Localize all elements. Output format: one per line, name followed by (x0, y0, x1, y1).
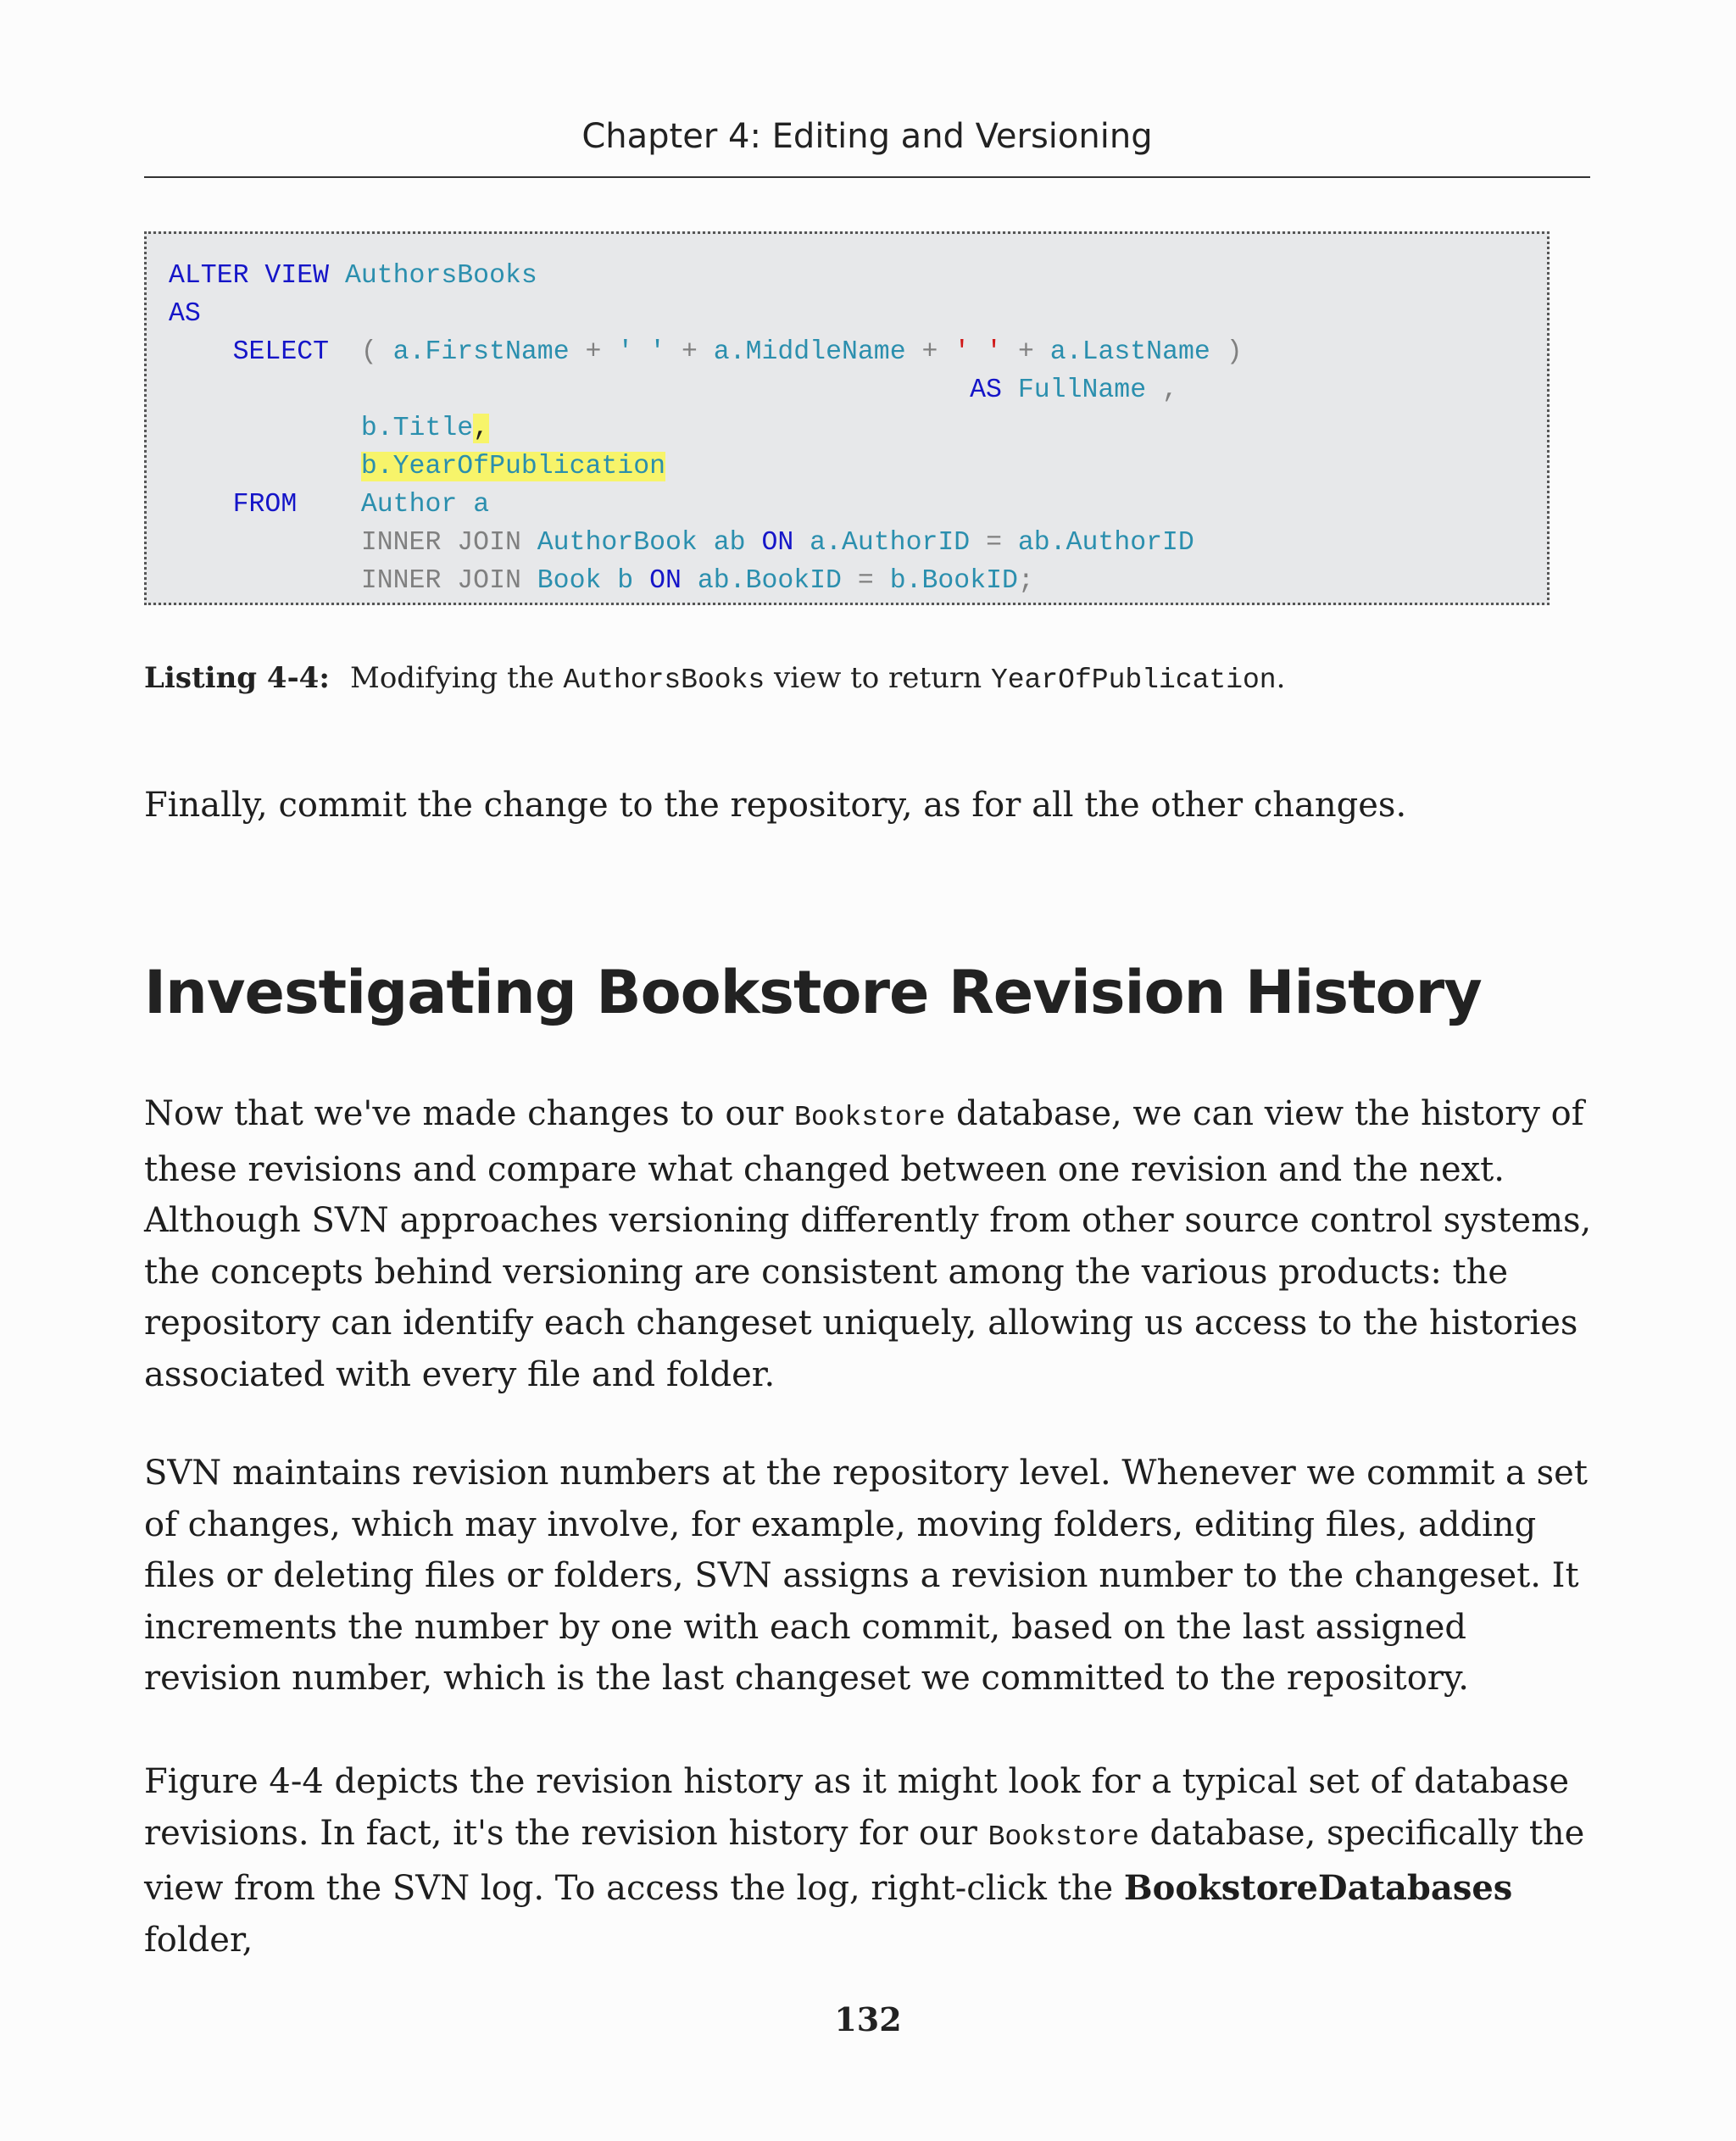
code-token: INNER JOIN (360, 528, 521, 558)
para3-text-before: Figure 4-4 depicts the revision history as it might look for a typical set of database revisions. In fact, it's the revision history for our (144, 1762, 1570, 1853)
code-token (169, 414, 361, 443)
code-line (169, 487, 489, 524)
code-token (169, 375, 970, 405)
code-line (169, 258, 537, 295)
caption-text-after: . (1276, 661, 1286, 695)
code-token (746, 528, 762, 558)
code-token: ON (761, 528, 794, 558)
section-heading: Investigating Bookstore Revision History (144, 958, 1482, 1027)
caption-text-before: Modifying the (350, 661, 564, 695)
caption-label: Listing 4-4: (144, 661, 330, 695)
code-token: SELECT (232, 337, 330, 367)
code-line (169, 372, 1178, 409)
code-token: INNER JOIN (360, 566, 521, 596)
code-token: ) (1210, 337, 1243, 367)
para1-code-bookstore: Bookstore (794, 1102, 946, 1133)
code-line (169, 563, 1034, 600)
code-token (297, 490, 361, 520)
code-token (169, 528, 361, 558)
code-line (169, 525, 1194, 562)
code-token: b.BookID (889, 566, 1018, 596)
caption-text-middle: view to return (765, 661, 991, 695)
code-token (1002, 375, 1018, 405)
code-token: , (473, 414, 490, 443)
code-token: + (905, 337, 954, 367)
code-token: + (1002, 337, 1050, 367)
code-token: ALTER VIEW (169, 261, 330, 291)
paragraph-revision-numbers: SVN maintains revision numbers at the repository level. Whenever we commit a set of changes, which may involve, for example, moving folders, editing files, adding files or deleting files or folders, SVN assigns a revision number to the changeset. It increments the number by one with each commit, based on the last assigned revision number, which is the last changeset we committed to the repository. (144, 1454, 1588, 1698)
code-line (169, 410, 489, 448)
code-token: ' ' (617, 337, 666, 367)
para3-text-middle: database, specifically the view from the SVN log. To access the log, right-click the (144, 1813, 1585, 1908)
header-rule (144, 176, 1590, 178)
code-token: AS (169, 299, 201, 329)
code-line (169, 334, 1243, 371)
code-token (633, 566, 649, 596)
paragraph-figure-reference (144, 1756, 1602, 1966)
code-token: FROM (232, 490, 298, 520)
commit-paragraph: Finally, commit the change to the repository, as for all the other changes. (144, 786, 1407, 825)
code-token: a.LastName (1049, 337, 1210, 367)
code-token: ' ' (954, 337, 1003, 367)
paragraph-history-intro (144, 1088, 1602, 1400)
code-token: + (665, 337, 714, 367)
code-token: b.Title (360, 414, 474, 443)
caption-code-column: YearOfPublication (990, 665, 1277, 696)
listing-caption (144, 661, 1286, 696)
caption-text (350, 661, 1285, 696)
code-token: + (569, 337, 618, 367)
code-token (169, 566, 361, 596)
code-token: a.AuthorID (810, 528, 971, 558)
code-token: ab.AuthorID (1017, 528, 1194, 558)
code-token: AuthorsBooks (344, 261, 537, 291)
code-token (793, 528, 810, 558)
code-token (169, 490, 233, 520)
code-token (329, 261, 345, 291)
code-token: a.MiddleName (713, 337, 906, 367)
code-token: ON (649, 566, 682, 596)
code-token: ab.BookID (697, 566, 842, 596)
code-token: AS (970, 375, 1002, 405)
code-listing (144, 231, 1550, 605)
code-token: Author a (360, 490, 490, 520)
code-token: FullName (1017, 375, 1147, 405)
code-token (169, 452, 361, 481)
code-token (521, 528, 537, 558)
code-token (682, 566, 698, 596)
code-token: , (1146, 375, 1178, 405)
running-head: Chapter 4: Editing and Versioning (581, 117, 1153, 156)
code-token (521, 566, 537, 596)
code-token: = (841, 566, 890, 596)
code-token: AuthorBook ab (537, 528, 746, 558)
para1-text-after: database, we can view the history of these revisions and compare what changed between one revision and the next. Although SVN approaches versioning differently from other source control systems, the concepts behind versioning are consistent among the various products: the repository can identify each changeset uniquely, allowing us access to the histories associated with every file and folder. (144, 1094, 1592, 1394)
caption-code-view: AuthorsBooks (563, 665, 765, 696)
code-line (169, 448, 665, 486)
para3-code-bookstore: Bookstore (988, 1821, 1139, 1853)
page-number: 132 (834, 2000, 902, 2038)
code-token: b.YearOfPublication (360, 452, 666, 481)
code-token: a.FirstName (392, 337, 570, 367)
code-token: ( (329, 337, 393, 367)
code-token: ; (1017, 566, 1034, 596)
code-line (169, 296, 201, 333)
para1-text-before: Now that we've made changes to our (144, 1094, 795, 1133)
para3-text-after: folder, (144, 1920, 253, 1960)
code-token: = (970, 528, 1018, 558)
para3-bold-folder: BookstoreDatabases (1123, 1868, 1513, 1908)
code-token: Book b (537, 566, 634, 596)
code-token (169, 337, 233, 367)
